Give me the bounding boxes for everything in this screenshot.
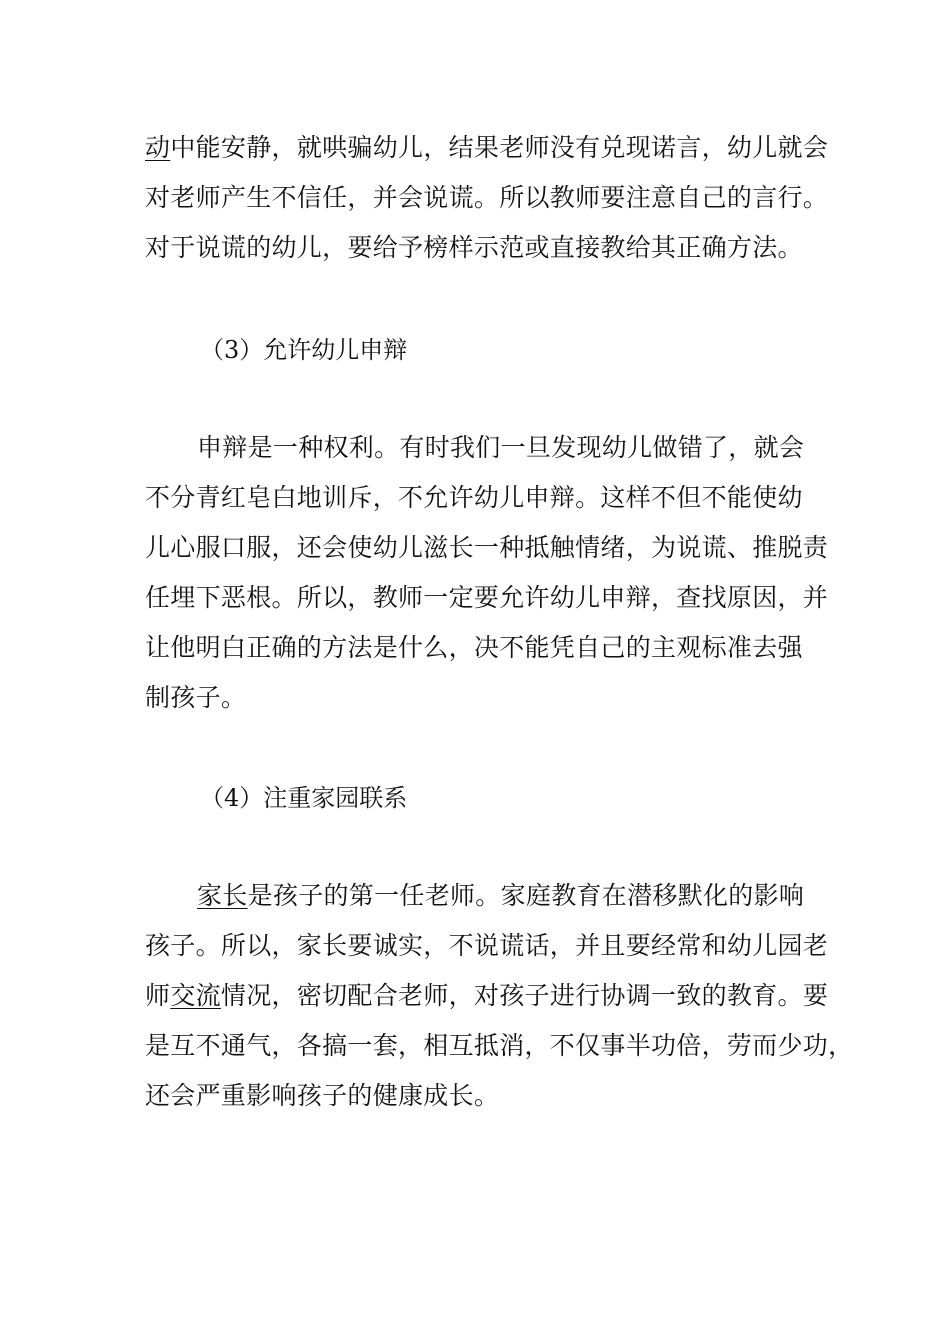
section-heading-4: （4）注重家园联系 [200, 784, 408, 812]
line-text: 情况，密切配合老师，对孩子进行协调一致的教育。要 [220, 981, 829, 1010]
section-heading-3: （3）允许幼儿申辩 [200, 336, 408, 364]
paragraph-3-line-5: 还会严重影响孩子的健康成长。 [145, 1081, 500, 1110]
underlined-term: 动 [145, 133, 171, 162]
paragraph-1-line-1 [145, 128, 829, 168]
paragraph-1-line-2: 对老师产生不信任，并会说谎。所以教师要注意自己的言行。 [145, 183, 829, 212]
paragraph-2-line-4: 任埋下恶根。所以，教师一定要允许幼儿申辩，查找原因，并 [145, 583, 829, 612]
paragraph-2-line-3: 儿心服口服，还会使幼儿滋长一种抵触情绪，为说谎、推脱责 [145, 533, 829, 562]
paragraph-3-line-4: 是互不通气，各搞一套，相互抵消，不仅事半功倍，劳而少功， [145, 1031, 854, 1060]
paragraph-3-line-3 [145, 976, 829, 1016]
paragraph-2-line-5: 让他明白正确的方法是什么，决不能凭自己的主观标准去强 [145, 633, 803, 662]
paragraph-1-line-3: 对于说谎的幼儿，要给予榜样示范或直接教给其正确方法。 [145, 233, 803, 262]
line-text: 师 [145, 981, 171, 1010]
paragraph-2-line-1: 申辩是一种权利。有时我们一旦发现幼儿做错了，就会 [197, 433, 805, 462]
paragraph-2-line-6: 制孩子。 [145, 683, 247, 712]
line-text: 中能安静，就哄骗幼儿，结果老师没有兑现诺言，幼儿就会 [170, 133, 829, 162]
line-text: 是孩子的第一任老师。家庭教育在潜移默化的影响 [247, 881, 805, 910]
paragraph-3-line-2: 孩子。所以，家长要诚实，不说谎话，并且要经常和幼儿园老 [145, 931, 829, 960]
paragraph-3-line-1 [197, 876, 867, 916]
underlined-term: 家长 [197, 881, 248, 910]
paragraph-2-line-2: 不分青红皂白地训斥，不允许幼儿申辩。这样不但不能使幼 [145, 483, 803, 512]
underlined-term: 交流 [170, 981, 221, 1010]
